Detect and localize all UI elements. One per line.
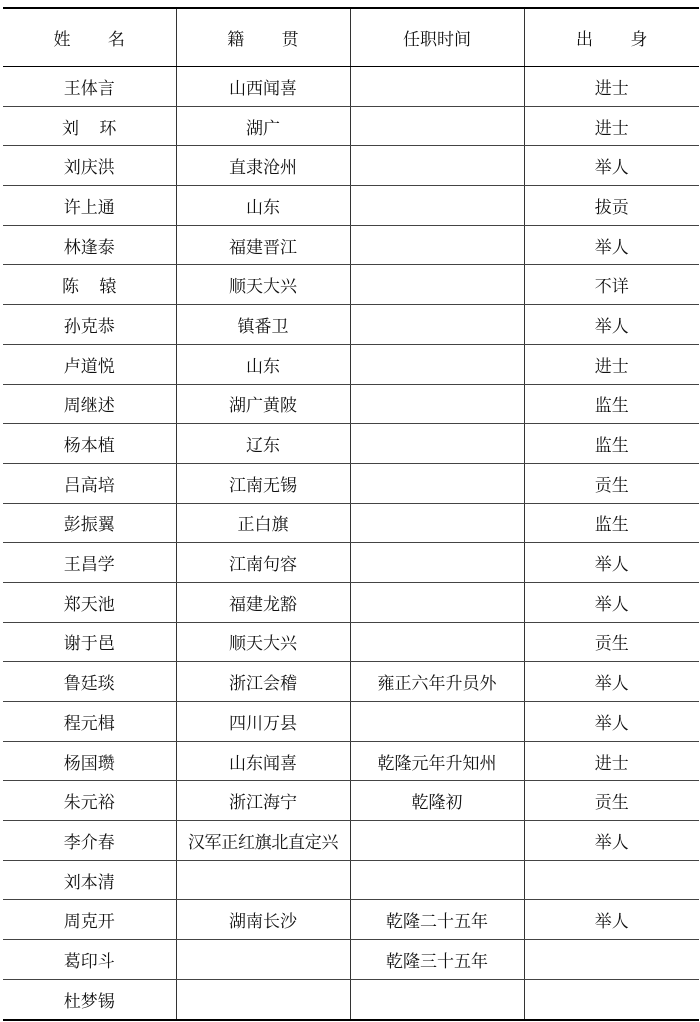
cell-origin-text: 湖广 [246, 118, 280, 139]
cell-background [524, 622, 699, 662]
cell-name [3, 384, 176, 424]
cell-name-text: 孙克恭 [63, 316, 115, 337]
cell-name [3, 662, 176, 702]
cell-name-text: 李介春 [63, 832, 115, 853]
cell-background-text: 举人 [594, 158, 629, 179]
cell-background [524, 503, 699, 543]
table-row [3, 106, 699, 146]
cell-origin-text: 山东 [246, 197, 280, 218]
cell-origin [176, 582, 350, 622]
cell-origin [176, 900, 350, 940]
cell-tenure [350, 424, 524, 464]
cell-name [3, 622, 176, 662]
cell-background [524, 662, 699, 702]
cell-background-text: 进士 [594, 753, 629, 774]
cell-background [524, 67, 699, 107]
cell-name [3, 543, 176, 583]
cell-origin [176, 741, 350, 781]
header-origin [176, 8, 350, 67]
cell-origin-text: 正白旗 [237, 515, 289, 536]
cell-background [524, 702, 699, 742]
cell-origin-text: 江南句容 [229, 555, 297, 576]
table-row [3, 900, 699, 940]
cell-background-text: 贡生 [594, 475, 629, 496]
cell-background-text: 进士 [594, 118, 629, 139]
cell-origin-text: 福建龙豁 [229, 594, 297, 615]
cell-name-text: 彭振翼 [63, 515, 115, 536]
table-row [3, 741, 699, 781]
cell-name-text: 杨国瓒 [63, 753, 115, 774]
cell-tenure [350, 186, 524, 226]
cell-origin-text: 镇番卫 [237, 316, 289, 337]
cell-background-text: 监生 [594, 436, 629, 457]
cell-background [524, 582, 699, 622]
cell-name [3, 186, 176, 226]
cell-name-text: 刘环 [62, 118, 137, 139]
header-background-text: 出身 [576, 30, 685, 50]
cell-name-text: 刘本清 [63, 872, 115, 893]
cell-origin [176, 225, 350, 265]
cell-name [3, 305, 176, 345]
cell-name-text: 王昌学 [63, 555, 115, 576]
cell-origin-text: 福建晋江 [229, 237, 297, 258]
cell-background [524, 106, 699, 146]
cell-background-text: 贡生 [594, 793, 629, 814]
cell-tenure [350, 265, 524, 305]
table-body [3, 67, 699, 1020]
cell-origin [176, 622, 350, 662]
cell-background-text: 举人 [594, 316, 629, 337]
cell-tenure [350, 940, 524, 980]
cell-origin [176, 384, 350, 424]
cell-name-text: 杨本植 [63, 436, 115, 457]
cell-origin [176, 265, 350, 305]
table-row [3, 344, 699, 384]
cell-origin-text: 辽东 [246, 436, 280, 457]
cell-background-text: 监生 [594, 515, 629, 536]
cell-background [524, 821, 699, 861]
cell-origin [176, 424, 350, 464]
cell-background [524, 265, 699, 305]
cell-background [524, 781, 699, 821]
cell-background [524, 543, 699, 583]
cell-origin [176, 543, 350, 583]
cell-name [3, 67, 176, 107]
cell-background-text: 不详 [594, 277, 629, 298]
cell-origin-text: 湖南长沙 [229, 912, 297, 933]
cell-origin [176, 503, 350, 543]
cell-background [524, 344, 699, 384]
cell-tenure [350, 463, 524, 503]
cell-name-text: 王体言 [63, 78, 115, 99]
cell-origin-text: 浙江会稽 [229, 674, 297, 695]
cell-name-text: 卢道悦 [63, 356, 115, 377]
cell-tenure [350, 146, 524, 186]
cell-name [3, 463, 176, 503]
cell-background [524, 741, 699, 781]
table-row [3, 265, 699, 305]
cell-origin [176, 979, 350, 1019]
cell-tenure [350, 662, 524, 702]
cell-name-text: 谢于邑 [63, 634, 115, 655]
cell-tenure [350, 860, 524, 900]
cell-name-text: 周继述 [63, 396, 115, 417]
cell-background-text: 举人 [594, 594, 629, 615]
cell-tenure [350, 781, 524, 821]
cell-name-text: 杜梦锡 [63, 991, 115, 1012]
cell-origin-text: 浙江海宁 [229, 793, 297, 814]
cell-name [3, 344, 176, 384]
cell-tenure-text: 雍正六年升员外 [377, 674, 497, 695]
cell-background-text: 贡生 [594, 634, 629, 655]
table-header [3, 8, 699, 67]
cell-background [524, 225, 699, 265]
table-row [3, 979, 699, 1019]
table-row [3, 662, 699, 702]
table-row [3, 384, 699, 424]
cell-origin [176, 860, 350, 900]
cell-name-text: 葛印斗 [63, 951, 115, 972]
cell-name [3, 860, 176, 900]
cell-background-text: 进士 [594, 78, 629, 99]
cell-origin [176, 702, 350, 742]
cell-name-text: 林逢泰 [63, 237, 115, 258]
cell-origin-text: 山西闻喜 [229, 78, 297, 99]
table-row [3, 305, 699, 345]
table-row [3, 463, 699, 503]
header-tenure [350, 8, 524, 67]
table-row [3, 582, 699, 622]
cell-background-text: 举人 [594, 555, 629, 576]
cell-name-text: 吕高培 [63, 475, 115, 496]
cell-tenure [350, 106, 524, 146]
cell-origin [176, 305, 350, 345]
header-row [3, 8, 699, 67]
cell-name [3, 741, 176, 781]
cell-origin [176, 186, 350, 226]
cell-name [3, 424, 176, 464]
cell-background [524, 860, 699, 900]
cell-background-text: 举人 [594, 237, 629, 258]
cell-tenure [350, 741, 524, 781]
cell-origin [176, 662, 350, 702]
cell-background-text: 监生 [594, 396, 629, 417]
cell-tenure-text: 乾隆初 [411, 793, 463, 814]
cell-background-text: 举人 [594, 912, 629, 933]
cell-tenure [350, 225, 524, 265]
table-row [3, 67, 699, 107]
cell-name [3, 900, 176, 940]
cell-background [524, 940, 699, 980]
cell-origin-text: 汉军正红旗北直定兴 [187, 832, 339, 853]
table-row [3, 543, 699, 583]
header-background [524, 8, 699, 67]
cell-origin-text: 顺天大兴 [229, 277, 297, 298]
header-name [3, 8, 176, 67]
cell-name-text: 程元楫 [63, 713, 115, 734]
cell-name [3, 940, 176, 980]
cell-name [3, 821, 176, 861]
cell-name [3, 146, 176, 186]
cell-background [524, 424, 699, 464]
table-row [3, 424, 699, 464]
cell-origin-text: 顺天大兴 [229, 634, 297, 655]
cell-origin [176, 146, 350, 186]
header-origin-text: 籍贯 [227, 30, 337, 50]
cell-background [524, 463, 699, 503]
header-tenure-text: 任职时间 [403, 30, 471, 50]
cell-tenure [350, 622, 524, 662]
cell-background [524, 979, 699, 1019]
table-row [3, 860, 699, 900]
cell-name-text: 刘庆洪 [63, 158, 115, 179]
cell-origin-text: 山东闻喜 [229, 753, 297, 774]
cell-name-text: 鲁廷琰 [63, 674, 115, 695]
cell-origin [176, 940, 350, 980]
table-row [3, 186, 699, 226]
table-row [3, 781, 699, 821]
cell-name [3, 503, 176, 543]
cell-origin [176, 67, 350, 107]
table-row [3, 503, 699, 543]
cell-origin-text: 四川万县 [229, 713, 297, 734]
table-row [3, 225, 699, 265]
cell-tenure [350, 582, 524, 622]
cell-background [524, 186, 699, 226]
cell-name-text: 陈辕 [62, 277, 137, 298]
cell-name-text: 许上通 [63, 197, 115, 218]
cell-name [3, 582, 176, 622]
cell-name [3, 979, 176, 1019]
cell-tenure [350, 543, 524, 583]
cell-tenure [350, 503, 524, 543]
cell-background-text: 举人 [594, 674, 629, 695]
cell-origin-text: 湖广黄陂 [229, 396, 297, 417]
cell-tenure [350, 305, 524, 345]
cell-background [524, 900, 699, 940]
cell-origin-text: 山东 [246, 356, 280, 377]
cell-tenure-text: 乾隆二十五年 [386, 912, 488, 933]
cell-tenure [350, 702, 524, 742]
officials-table [3, 7, 699, 1021]
cell-tenure [350, 67, 524, 107]
table-row [3, 940, 699, 980]
table-row [3, 821, 699, 861]
cell-background [524, 384, 699, 424]
cell-background-text: 进士 [594, 356, 629, 377]
header-name-text: 姓名 [53, 30, 163, 50]
table-row [3, 146, 699, 186]
cell-tenure [350, 821, 524, 861]
cell-name-text: 朱元裕 [63, 793, 115, 814]
cell-name [3, 702, 176, 742]
cell-background [524, 146, 699, 186]
cell-origin [176, 106, 350, 146]
cell-background-text: 举人 [594, 832, 629, 853]
cell-origin [176, 463, 350, 503]
cell-name [3, 225, 176, 265]
table-row [3, 622, 699, 662]
cell-tenure [350, 384, 524, 424]
cell-origin-text: 直隶沧州 [229, 158, 297, 179]
cell-tenure-text: 乾隆三十五年 [386, 951, 488, 972]
cell-background-text: 举人 [594, 713, 629, 734]
cell-name-text: 周克开 [63, 912, 115, 933]
cell-origin-text: 江南无锡 [229, 475, 297, 496]
cell-origin [176, 821, 350, 861]
cell-background-text: 拔贡 [594, 197, 629, 218]
cell-tenure [350, 900, 524, 940]
cell-origin [176, 344, 350, 384]
cell-tenure [350, 979, 524, 1019]
cell-name [3, 106, 176, 146]
cell-name [3, 781, 176, 821]
table-row [3, 702, 699, 742]
cell-tenure [350, 344, 524, 384]
cell-name [3, 265, 176, 305]
cell-origin [176, 781, 350, 821]
cell-name-text: 郑天池 [63, 594, 115, 615]
cell-tenure-text: 乾隆元年升知州 [377, 753, 497, 774]
cell-background [524, 305, 699, 345]
